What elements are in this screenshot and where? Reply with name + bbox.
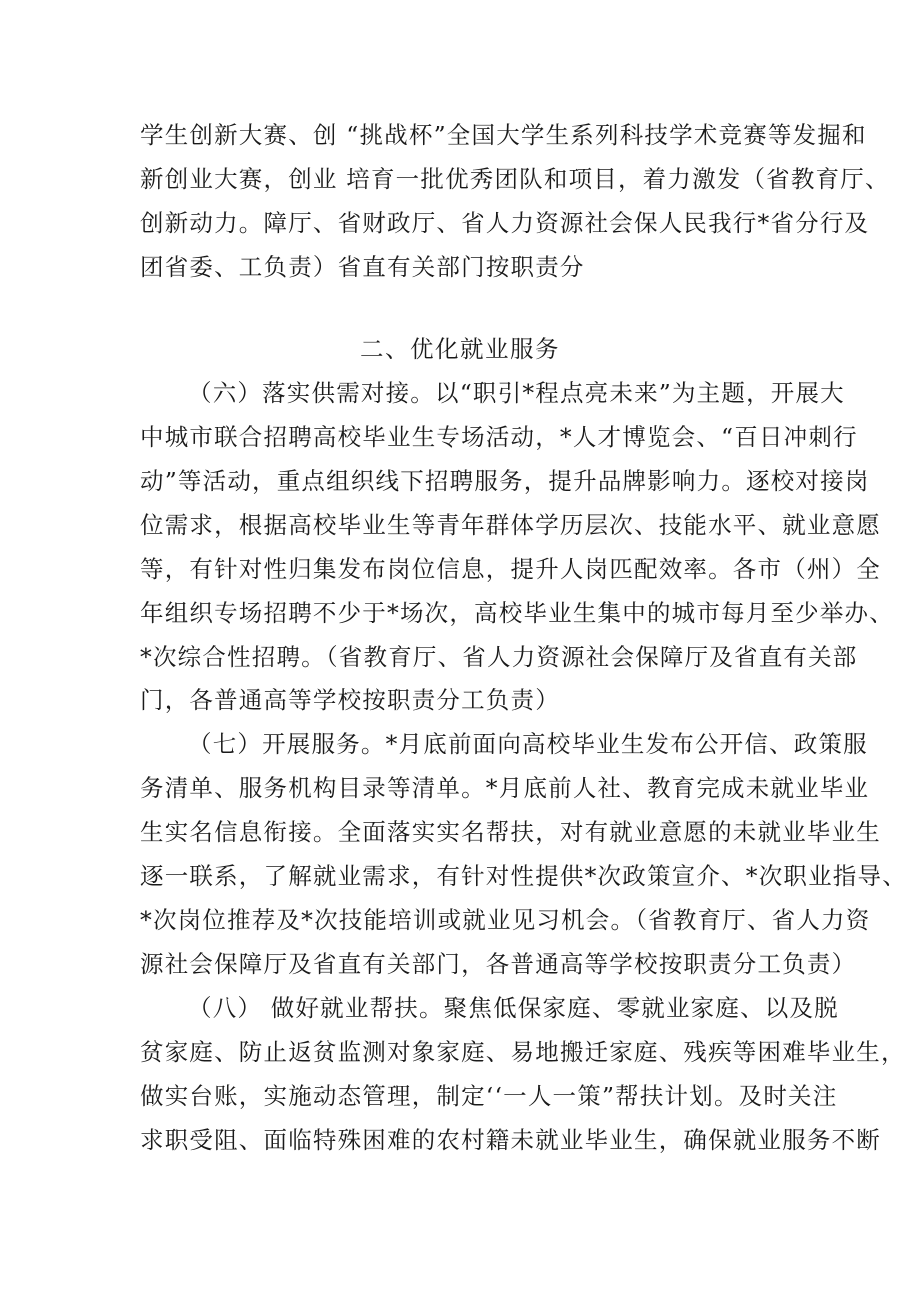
- paragraph-seven-line: 生实名信息衔接。全面落实实名帮扶，对有就业意愿的未就业毕业生: [140, 818, 881, 846]
- paragraph-seven-line: *次岗位推荐及*次技能培训或就业见习机会。（省教育厅、省人力资: [140, 906, 871, 934]
- paragraph-six-line: 门，各普通高等学校按职责分工负责）: [140, 686, 560, 714]
- paragraph-six-line: 等，有针对性归集发布岗位信息，提升人岗匹配效率。各市（州）全: [140, 555, 881, 583]
- paragraph-six-line: （六）落实供需对接。以“职引*程点亮未来”为主题，开展大: [188, 379, 845, 407]
- paragraph-six-line: 年组织专场招聘不少于*场次，高校毕业生集中的城市每月至少举办、: [140, 599, 894, 627]
- text-line: 学生创新大赛、创 “挑战杯”全国大学生系列科技学术竞赛等发掘和: [140, 121, 867, 149]
- text-line: 创新动力。障厅、省财政厅、省人力资源社会保人民我行*省分行及: [140, 209, 870, 237]
- text-line: 新创业大赛，创业 培育一批优秀团队和项目，着力激发（省教育厅、: [140, 165, 890, 193]
- paragraph-eight-line: 贫家庭、防止返贫监测对象家庭、易地搬迁家庭、残疾等困难毕业生，: [140, 1038, 906, 1066]
- paragraph-seven-line: 务清单、服务机构目录等清单。*月底前人社、教育完成未就业毕业: [140, 774, 870, 802]
- paragraph-eight-line: 做实台账，实施动态管理，制定‘‘一人一策”帮扶计划。及时关注: [140, 1082, 838, 1110]
- paragraph-seven-line: （七）开展服务。*月底前面向高校毕业生发布公开信、政策服: [188, 730, 868, 758]
- section-heading: 二、优化就业服务: [360, 335, 560, 363]
- paragraph-seven-line: 源社会保障厅及省直有关部门，各普通高等学校按职责分工负责）: [140, 950, 857, 978]
- paragraph-six-line: 位需求，根据高校毕业生等青年群体学历层次、技能水平、就业意愿: [140, 511, 881, 539]
- paragraph-six-line: 动”等活动，重点组织线下招聘服务，提升品牌影响力。逐校对接岗: [140, 467, 870, 495]
- paragraph-seven-line: 逐一联系，了解就业需求，有针对性提供*次政策宣介、*次职业指导、: [140, 862, 907, 890]
- paragraph-eight-line: （八） 做好就业帮扶。聚焦低保家庭、零就业家庭、以及脱: [188, 994, 839, 1022]
- paragraph-six-line: *次综合性招聘。（省教育厅、省人力资源社会保障厅及省直有关部: [140, 643, 858, 671]
- paragraph-six-line: 中城市联合招聘高校毕业生专场活动，*人才博览会、“百日冲刺行: [140, 423, 858, 451]
- text-line: 团省委、工负责）省直有关部门按职责分: [140, 253, 585, 281]
- paragraph-eight-line: 求职受阻、面临特殊困难的农村籍未就业毕业生，确保就业服务不断: [140, 1126, 881, 1154]
